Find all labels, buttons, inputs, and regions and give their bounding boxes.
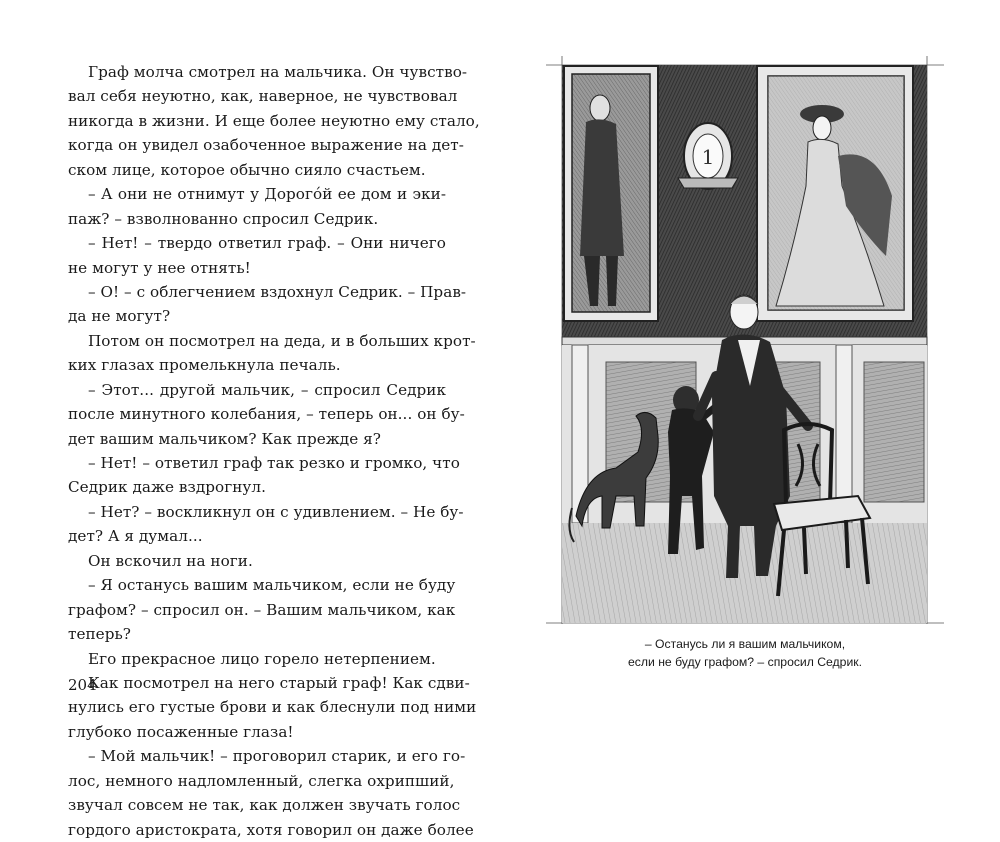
text-line: глубоко посаженные глаза! <box>68 722 294 741</box>
text-line: – О! – с облегчением вздохнул Седрик. – Прав- <box>88 282 467 301</box>
right-page <box>546 56 944 676</box>
text-line: Он вскочил на ноги. <box>88 551 253 570</box>
text-line: дет вашим мальчиком? Как прежде я? <box>68 429 381 448</box>
svg-text:1: 1 <box>701 145 715 169</box>
text-line: ких глазах промелькнула печаль. <box>68 356 341 375</box>
text-line: лос, немного надломленный, слегка охрипший, <box>68 771 455 790</box>
text-line: Как посмотрел на него старый граф! Как сдви- <box>88 673 470 692</box>
text-line: ском лице, которое обычно сияло счастьем. <box>68 160 426 179</box>
text-line: когда он увидел озабоченное выражение на дет- <box>68 136 464 155</box>
text-line: – Нет! – твердо ответил граф. – Они ничего <box>88 234 446 253</box>
text-line: графом? – спросил он. – Вашим мальчиком, как <box>68 600 456 619</box>
text-line: нулись его густые брови и как блеснули под ними <box>68 698 477 717</box>
text-line: теперь? <box>68 625 131 644</box>
left-page <box>68 60 480 839</box>
text-line: звучал совсем не так, как должен звучать голос <box>68 796 461 815</box>
page-number: 204 <box>68 676 97 694</box>
text-line: после минутного колебания, – теперь он... он бу- <box>68 405 465 424</box>
text-line: да не могут? <box>68 307 171 326</box>
text-line: – Я останусь вашим мальчиком, если не буду <box>88 576 456 595</box>
illustration-caption <box>546 635 944 671</box>
portrait-right <box>757 66 913 321</box>
text-line: Седрик даже вздрогнул. <box>68 478 266 497</box>
text-line: Потом он посмотрел на деда, и в больших крот- <box>88 331 476 350</box>
body-text <box>68 60 480 842</box>
text-line: – А они не отнимут у Дорогóй ее дом и эки- <box>88 185 446 204</box>
text-line: не могут у нее отнять! <box>68 258 251 277</box>
text-line: Его прекрасное лицо горело нетерпением. <box>88 649 436 668</box>
text-line: паж? – взволнованно спросил Седрик. <box>68 209 379 228</box>
caption-line: – Останусь ли я вашим мальчиком, <box>644 637 846 651</box>
text-line: – Мой мальчик! – проговорил старик, и его го- <box>88 747 466 766</box>
text-line: дет? А я думал... <box>68 527 203 546</box>
illustration <box>546 56 944 624</box>
caption-line: если не буду графом? – спросил Седрик. <box>628 655 862 669</box>
portrait-left <box>564 66 658 321</box>
text-line: – Этот... другой мальчик, – спросил Седрик <box>88 380 446 399</box>
text-line: Граф молча смотрел на мальчика. Он чувство- <box>88 63 468 81</box>
text-line: – Нет? – воскликнул он с удивлением. – Не бу- <box>88 502 464 521</box>
text-line: гордого аристократа, хотя говорил он даже более <box>68 820 474 839</box>
text-line: вал себя неуютно, как, наверное, не чувствовал <box>68 87 458 106</box>
text-line: – Нет! – ответил граф так резко и громко, что <box>88 454 460 472</box>
text-line: никогда в жизни. И еще более неуютно ему стало, <box>68 111 480 130</box>
